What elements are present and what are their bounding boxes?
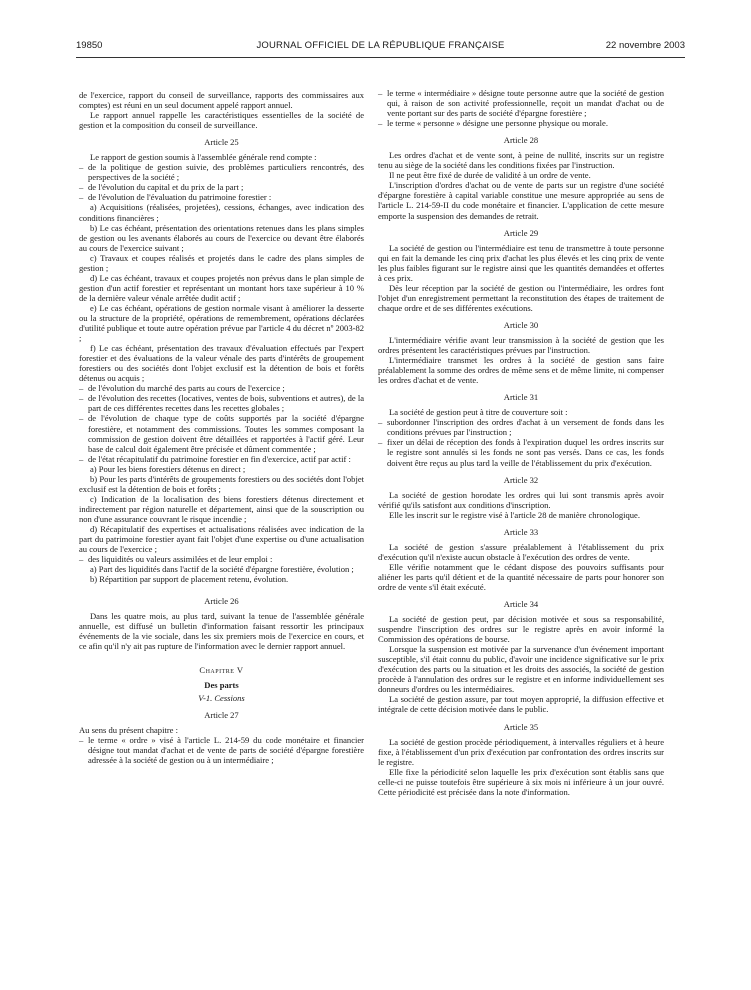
- sub-item: a) Part des liquidités dans l'actif de la société d'épargne forestière, évolution ;: [90, 564, 354, 575]
- paragraph: L'inscription d'ordres d'achat ou de vente de parts sur un registre d'une société d'épargne forestière à capital variable constitue une mesure appropriée au sens de l'article L. 214-59-II du code monétaire et financier. L'application de cette mesure emporte la suspension des demandes de retrait.: [378, 180, 664, 221]
- dash-item: – de l'évolution du marché des parts au cours de l'exercice ;: [79, 383, 364, 393]
- dash-item: – de l'état récapitulatif du patrimoine forestier en fin d'exercice, actif par actif :: [79, 454, 364, 464]
- publication-date: 22 novembre 2003: [605, 40, 685, 51]
- sub-item: c) Travaux et coupes réalisés et projetés dans le cadre des plans simples de gestion ;: [79, 252, 364, 273]
- page-number: 19850: [76, 40, 103, 51]
- paragraph: L'intermédiaire vérifie avant leur transmission à la société de gestion que les ordres présentent les caractéristiques prévues par l'instruction.: [378, 334, 664, 356]
- article-heading: Article 30: [503, 319, 539, 330]
- article-heading: Article 29: [503, 227, 539, 238]
- paragraph: La société de gestion assure, par tout moyen approprié, la diffusion effective et intégrale de cette décision motivée dans le public.: [378, 694, 664, 715]
- chapter-title: Des parts: [204, 679, 239, 690]
- sub-item: b) Répartition par support de placement retenu, évolution.: [90, 574, 289, 585]
- dash-item: – de la politique de gestion suivie, des problèmes particuliers rencontrés, des perspectives de la société ;: [79, 162, 364, 182]
- right-column: [378, 88, 664, 797]
- paragraph: La société de gestion procède périodiquement, à intervalles réguliers et à heure fixe, à l'établissement d'un prix d'exécution par confrontation des ordres inscrits sur le registre.: [378, 736, 664, 767]
- dash-item: – de l'évolution du capital et du prix de la part ;: [79, 182, 364, 192]
- paragraph: Dès leur réception par la société de gestion ou l'intermédiaire, les ordres font l'objet d'un enregistrement permettant la reconstitution des étapes de traitement de chaque ordre et de ses différentes exécutions.: [378, 282, 664, 313]
- article-heading: Article 35: [503, 721, 539, 732]
- paragraph: Lorsque la suspension est motivée par la survenance d'un événement important susceptible, s'il était connu du public, d'avoir une incidence significative sur le prix d'exécution des parts ou la situation et les droits des associés, la société de gestion procède à l'annulation des ordres sur le registre et en informe individuellement ses donneurs d'ordres ou les intermédiaires.: [378, 644, 664, 695]
- sub-item: b) Le cas échéant, présentation des orientations retenues dans les plans simples de gestion ou les avenants élaborés au cours de l'exercice ou devant être élaborés au cours de l'exercice suivant ;: [79, 222, 364, 253]
- article-heading: Article 32: [503, 474, 539, 485]
- paragraph: Il ne peut être fixé de durée de validité à un ordre de vente.: [389, 170, 591, 181]
- article-heading: Article 25: [204, 137, 239, 148]
- sub-item: a) Acquisitions (réalisées, projetées), cessions, échanges, avec indication des conditions financières ;: [79, 202, 364, 223]
- paragraph: Le rapport annuel rappelle les caractéristiques essentielles de la société de gestion et la composition du conseil de surveillance.: [79, 110, 364, 131]
- sub-item: b) Pour les parts d'intérêts de groupements forestiers ou des sociétés dont l'objet exclusif est la détention de bois et forêts ;: [79, 473, 364, 494]
- journal-title: JOURNAL OFFICIEL DE LA RÉPUBLIQUE FRANÇAISE: [256, 40, 505, 51]
- paragraph: La société de gestion s'assure préalablement à l'établissement du prix d'exécution qu'il n'existe aucun obstacle à l'exécution des ordres de vente.: [378, 541, 664, 562]
- sub-item: f) Le cas échéant, présentation des travaux d'évaluation effectués par l'expert forestier et des évaluations de la valeur vénale des parts d'intérêts de groupement forestiers ou des sociétés dont l'objet exclusif est la détention de bois et forêts détenus ou acquis ;: [79, 343, 364, 384]
- header-rule: [76, 57, 685, 58]
- paragraph: Elle les inscrit sur le registre visé à l'article 28 de manière chronologique.: [389, 509, 640, 520]
- dash-item: – de l'évolution des recettes (locatives, ventes de bois, subventions et autres), de la part de ces différentes recettes dans les recettes globales ;: [79, 393, 364, 413]
- article-heading: Article 33: [503, 526, 539, 537]
- paragraph: La société de gestion horodate les ordres qui lui sont transmis après avoir vérifié qu'ils satisfont aux conditions d'inscription.: [378, 489, 664, 510]
- paragraph: Elle vérifie notamment que le cédant dispose des pouvoirs suffisants pour aliéner les parts qu'il détient et de la quantité nécessaire de parts pour honorer son ordre de vente s'il était exécuté.: [378, 561, 664, 592]
- sub-item: c) Indication de la localisation des biens forestiers détenus directement et indirectement par région naturelle et département, ainsi que de la souscription ou non d'une assurance couvrant le risque incendie ;: [79, 493, 364, 524]
- article-heading: Article 26: [204, 596, 239, 607]
- paragraph: Elle fixe la périodicité selon laquelle les prix d'exécution sont établis sans que celle-ci ne puisse toutefois être supérieure à six mois ni inférieure à un jour ouvré. Cette périodicité est précisée dans la note d'information.: [378, 766, 664, 797]
- paragraph: La société de gestion peut, par décision motivée et sous sa responsabilité, suspendre l'inscription des ordres sur le registre après en avoir informé la Commission des opérations de bourse.: [378, 614, 664, 645]
- paragraph: La société de gestion ou l'intermédiaire est tenu de transmettre à toute personne qui en fait la demande les cinq prix d'achat les plus élevés et les cinq prix de vente les plus faibles figurant sur le registre ainsi que les quantités demandées et offertes à ces prix.: [378, 242, 664, 283]
- paragraph: Le rapport de gestion soumis à l'assemblée générale rend compte :: [90, 152, 317, 163]
- paragraph: Dans les quatre mois, au plus tard, suivant la tenue de l'assemblée générale annuelle, est diffusé un bulletin d'information faisant ressortir les principaux événements de la vie sociale, dans les six premiers mois de l'exercice en cours, et ce afin qu'il n'y ait pas rupture de l'information avec le dernier rapport annuel.: [79, 611, 364, 652]
- dash-item: – fixer un délai de réception des fonds à l'expiration duquel les ordres inscrits sur le registre sont annulés si les fonds ne sont pas versés. Dans ce cas, les fonds doivent être reçus au plus tard la veille de l'établissement du prix d'exécution.: [378, 437, 664, 467]
- dash-item: – le terme « ordre » visé à l'article L. 214-59 du code monétaire et financier désigne tout mandat d'achat et de vente de parts de société d'épargne forestière adressée à la société de gestion ou à un intermédiaire ;: [79, 735, 364, 765]
- paragraph: Les ordres d'achat et de vente sont, à peine de nullité, inscrits sur un registre tenu au siège de la société dans les conditions fixées par l'instruction.: [378, 150, 664, 171]
- paragraph: de l'exercice, rapport du conseil de surveillance, rapports des commissaires aux comptes) est réuni en un seul document appelé rapport annuel.: [79, 90, 364, 111]
- article-heading: Article 31: [503, 392, 539, 403]
- dash-item: – le terme « personne » désigne une personne physique ou morale.: [378, 118, 664, 128]
- dash-item: – le terme « intermédiaire » désigne toute personne autre que la société de gestion qui, à raison de son activité professionnelle, reçoit un mandat d'achat ou de vente portant sur des parts de société d'épargne forestière ;: [378, 88, 664, 118]
- paragraph: La société de gestion peut à titre de couverture soit :: [389, 407, 568, 418]
- dash-item: – des liquidités ou valeurs assimilées et de leur emploi :: [79, 554, 364, 564]
- section-title: V-1. Cessions: [198, 692, 245, 703]
- sub-item: e) Le cas échéant, opérations de gestion normale visant à améliorer la desserte ou la structure de la propriété, opérations de remembrement, opérations déclarées d'utilité publique et toute autre opération prévue par l'article 4 du décret nº 2003-82 ;: [79, 302, 364, 344]
- sub-item: a) Pour les biens forestiers détenus en direct ;: [90, 463, 246, 474]
- page-header: [76, 40, 685, 54]
- article-heading: Article 34: [503, 599, 539, 610]
- article-heading: Article 27: [204, 709, 239, 720]
- chapter-heading: Chapitre V: [199, 665, 244, 676]
- paragraph: L'intermédiaire transmet les ordres à la société de gestion sans faire préalablement la somme des ordres de même sens et de même limite, ni compenser les ordres d'achat et de vente.: [378, 355, 664, 386]
- dash-item: – de l'évolution de chaque type de coûts supportés par la société d'épargne forestière, et notamment des commissions. Toutes les sommes composant la commission de gestion doivent être détaillées et rapportées à l'actif géré. Leur base de calcul doit également être précisée et dûment commentée ;: [79, 413, 364, 453]
- sub-item: d) Le cas échéant, travaux et coupes projetés non prévus dans le plan simple de gestion d'un actif forestier et représentant un montant hors taxe supérieur à 10 % de la dernière valeur vénale arrêtée dudit actif ;: [79, 272, 364, 303]
- dash-item: – subordonner l'inscription des ordres d'achat à un versement de fonds dans les conditions prévues par l'instruction ;: [378, 417, 664, 437]
- sub-item: d) Récapitulatif des expertises et actualisations réalisées avec indication de la part du patrimoine forestier ayant fait l'objet d'une expertise ou d'une actualisation au cours de l'exercice ;: [79, 523, 364, 555]
- paragraph: Au sens du présent chapitre :: [79, 724, 178, 735]
- dash-item: – de l'évolution de l'évaluation du patrimoine forestier :: [79, 192, 364, 202]
- left-column: [79, 90, 364, 765]
- article-heading: Article 28: [503, 135, 539, 146]
